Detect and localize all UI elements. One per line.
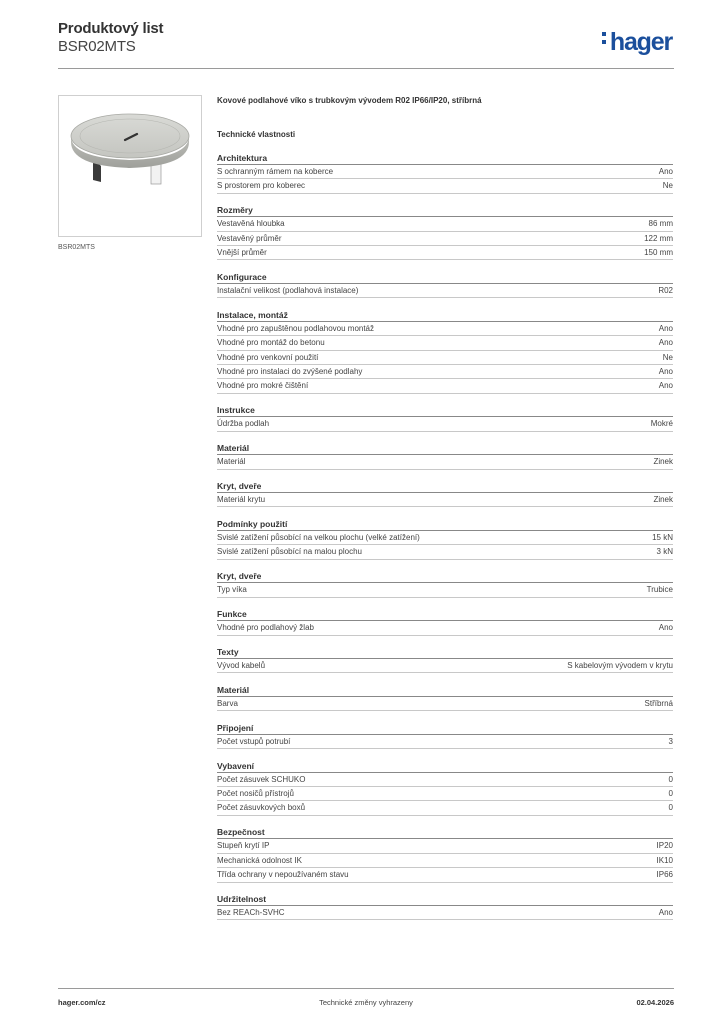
spec-value: 0 — [668, 803, 673, 813]
spec-label: Materiál — [217, 457, 246, 467]
spec-group — [217, 570, 673, 608]
spec-group-title: Instrukce — [217, 404, 673, 417]
spec-label: Barva — [217, 698, 238, 708]
spec-label: Vhodné pro instalaci do zvýšené podlahy — [217, 367, 363, 377]
spec-row — [217, 854, 673, 868]
spec-group — [217, 152, 673, 204]
spec-value: Ne — [662, 181, 673, 191]
footer-date: 02.04.2026 — [636, 998, 674, 1007]
spec-value: IP66 — [656, 870, 673, 880]
spec-label: Bez REACh-SVHC — [217, 908, 285, 918]
spec-group — [217, 608, 673, 646]
spec-label: Materiál krytu — [217, 495, 266, 505]
spec-group — [217, 684, 673, 722]
spec-group-gap — [217, 711, 673, 722]
spec-value: Ano — [658, 323, 673, 333]
spec-label: Instalační velikost (podlahová instalace) — [217, 285, 359, 295]
spec-row — [217, 801, 673, 815]
spec-group-title: Instalace, montáž — [217, 309, 673, 322]
spec-value: Ano — [658, 908, 673, 918]
spec-value: S kabelovým vývodem v krytu — [567, 661, 673, 671]
spec-label: Vhodné pro zapuštěnou podlahovou montáž — [217, 323, 375, 333]
product-description: Kovové podlahové víko s trubkovým vývodem R02 IP66/IP20, stříbrná — [217, 96, 482, 105]
spec-value: IP20 — [656, 841, 673, 851]
spec-group-gap — [217, 470, 673, 481]
spec-group-gap — [217, 194, 673, 205]
spec-content — [217, 96, 673, 920]
spec-group-gap — [217, 394, 673, 405]
spec-value: R02 — [658, 285, 673, 295]
spec-group — [217, 271, 673, 309]
spec-group — [217, 722, 673, 760]
spec-label: Vhodné pro mokré čištění — [217, 381, 309, 391]
spec-row — [217, 773, 673, 787]
spec-group-gap — [217, 749, 673, 760]
footer-website: hager.com/cz — [58, 998, 106, 1007]
spec-label: Mechanická odolnost IK — [217, 855, 302, 865]
spec-value: Ano — [658, 623, 673, 633]
spec-label: Svislé zatížení působící na malou plochu — [217, 547, 362, 557]
spec-value: Ano — [658, 367, 673, 377]
spec-label: Třída ochrany v nepoužívaném stavu — [217, 870, 349, 880]
spec-label: Svislé zatížení působící na velkou plochu (velké zatížení) — [217, 532, 420, 542]
spec-group-title: Kryt, dveře — [217, 480, 673, 493]
spec-row — [217, 621, 673, 635]
spec-groups — [217, 152, 673, 920]
spec-row — [217, 179, 673, 193]
spec-value: Stříbrná — [644, 698, 673, 708]
spec-label: Vnější průměr — [217, 248, 267, 258]
spec-group — [217, 404, 673, 442]
spec-label: Vestavěná hloubka — [217, 219, 285, 229]
spec-row — [217, 336, 673, 350]
spec-group-title: Připojení — [217, 722, 673, 735]
spec-value: Zinek — [653, 457, 673, 467]
spec-label: Počet zásuvkových boxů — [217, 803, 306, 813]
spec-row — [217, 165, 673, 179]
spec-group — [217, 826, 673, 893]
spec-value: 0 — [668, 789, 673, 799]
spec-row — [217, 232, 673, 246]
spec-group-title: Konfigurace — [217, 271, 673, 284]
spec-label: S prostorem pro koberec — [217, 181, 306, 191]
spec-value: Ano — [658, 167, 673, 176]
spec-label: Vhodné pro venkovní použití — [217, 352, 319, 362]
page-header — [58, 20, 674, 70]
tech-properties-heading: Technické vlastnosti — [217, 130, 296, 139]
spec-group-gap — [217, 816, 673, 827]
spec-row — [217, 455, 673, 469]
spec-row — [217, 417, 673, 431]
spec-row — [217, 351, 673, 365]
logo-colon-icon — [602, 28, 610, 48]
spec-label: S ochranným rámem na koberce — [217, 167, 334, 176]
spec-row — [217, 217, 673, 231]
spec-value: IK10 — [656, 855, 673, 865]
spec-row — [217, 531, 673, 545]
spec-label: Vhodné pro montáž do betonu — [217, 338, 325, 348]
spec-row — [217, 839, 673, 853]
spec-value: Trubice — [646, 585, 673, 595]
spec-group-gap — [217, 298, 673, 309]
image-caption: BSR02MTS — [58, 244, 95, 251]
spec-value: Ne — [662, 352, 673, 362]
spec-group-gap — [217, 883, 673, 894]
spec-row — [217, 379, 673, 393]
spec-row — [217, 493, 673, 507]
spec-group-title: Udržitelnost — [217, 893, 673, 906]
spec-value: 0 — [668, 774, 673, 784]
spec-row — [217, 246, 673, 260]
spec-label: Typ víka — [217, 585, 247, 595]
spec-row — [217, 868, 673, 882]
spec-group-gap — [217, 260, 673, 271]
spec-value: 122 mm — [644, 233, 673, 243]
spec-value: 86 mm — [648, 219, 673, 229]
spec-group-title: Texty — [217, 646, 673, 659]
spec-group — [217, 760, 673, 827]
spec-value: 150 mm — [644, 248, 673, 258]
spec-value: Zinek — [653, 495, 673, 505]
spec-group-gap — [217, 432, 673, 443]
spec-row — [217, 697, 673, 711]
spec-group-gap — [217, 673, 673, 684]
floor-lid-icon — [59, 96, 201, 236]
spec-group — [217, 518, 673, 570]
product-image — [58, 95, 202, 237]
spec-value: Mokré — [650, 419, 673, 429]
spec-group-gap — [217, 560, 673, 571]
footer-notice: Technické změny vyhrazeny — [319, 998, 413, 1007]
spec-row — [217, 284, 673, 298]
spec-group-title: Funkce — [217, 608, 673, 621]
spec-group — [217, 480, 673, 518]
spec-group — [217, 204, 673, 271]
header-divider — [58, 68, 674, 69]
spec-group-title: Materiál — [217, 442, 673, 455]
spec-value: 3 — [668, 736, 673, 746]
spec-value: Ano — [658, 381, 673, 391]
spec-row — [217, 735, 673, 749]
spec-row — [217, 659, 673, 673]
spec-group-title: Rozměry — [217, 204, 673, 217]
spec-group-title: Podmínky použití — [217, 518, 673, 531]
spec-label: Vestavěný průměr — [217, 233, 282, 243]
spec-row — [217, 906, 673, 920]
spec-group — [217, 646, 673, 684]
spec-group-title: Materiál — [217, 684, 673, 697]
spec-group-title: Vybavení — [217, 760, 673, 773]
spec-row — [217, 322, 673, 336]
spec-group — [217, 309, 673, 404]
spec-label: Počet vstupů potrubí — [217, 736, 291, 746]
spec-label: Stupeň krytí IP — [217, 841, 270, 851]
spec-label: Počet zásuvek SCHUKO — [217, 774, 306, 784]
spec-value: 3 kN — [656, 547, 673, 557]
spec-value: Ano — [658, 338, 673, 348]
spec-row — [217, 583, 673, 597]
hager-logo — [602, 28, 672, 57]
spec-group — [217, 893, 673, 920]
footer-divider — [58, 988, 674, 989]
spec-row — [217, 365, 673, 379]
spec-value: 15 kN — [652, 532, 673, 542]
spec-group-title: Architektura — [217, 152, 673, 165]
spec-group-gap — [217, 598, 673, 609]
logo-text: hager — [609, 28, 672, 56]
product-code: BSR02MTS — [58, 38, 136, 55]
spec-label: Vývod kabelů — [217, 661, 266, 671]
spec-group — [217, 442, 673, 480]
spec-label: Vhodné pro podlahový žlab — [217, 623, 314, 633]
page-title: Produktový list — [58, 20, 164, 37]
spec-group-title: Bezpečnost — [217, 826, 673, 839]
spec-label: Údržba podlah — [217, 419, 270, 429]
spec-label: Počet nosičů přístrojů — [217, 789, 294, 799]
spec-row — [217, 787, 673, 801]
spec-group-gap — [217, 636, 673, 647]
spec-row — [217, 545, 673, 559]
spec-group-gap — [217, 507, 673, 518]
spec-group-title: Kryt, dveře — [217, 570, 673, 583]
